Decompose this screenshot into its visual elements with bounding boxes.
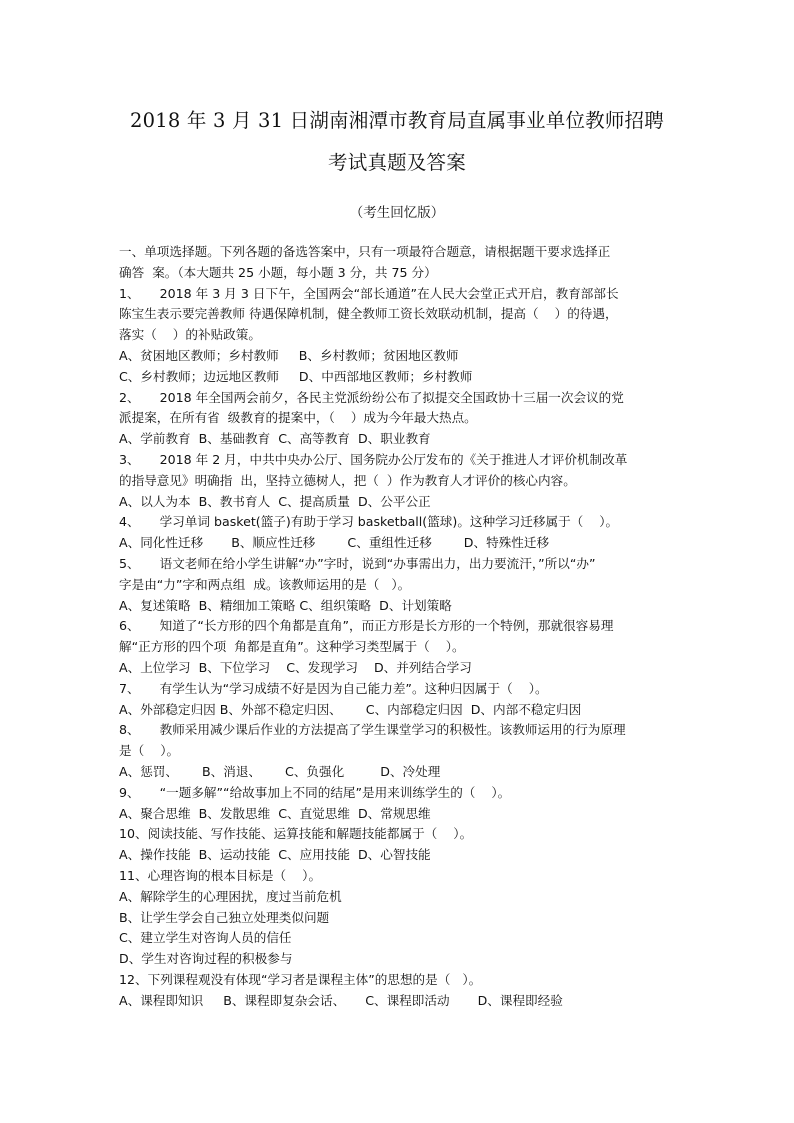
question-options-line: A、课程即知识 B、课程即复杂会话、 C、课程即活动 D、课程即经验 bbox=[119, 992, 563, 1008]
question-item bbox=[119, 866, 689, 970]
section-heading-line-2: 确答 案。（本大题共 25 小题，每小题 3 分，共 75 分） bbox=[119, 264, 437, 280]
question-options-line: A、聚合思维 B、发散思维 C、直觉思维 D、常规思维 bbox=[119, 805, 431, 821]
question-stem-line: 6、 知道了“长方形的四个角都是直角”，而正方形是长方形的一个特例，那就很容易理 bbox=[119, 618, 614, 634]
question-options-line: A、外部稳定归因 B、外部不稳定归因、 C、内部稳定归因 D、内部不稳定归因 bbox=[119, 701, 582, 717]
question-options-line: A、操作技能 B、运动技能 C、应用技能 D、心智技能 bbox=[119, 847, 431, 863]
document-subtitle: （考生回忆版） bbox=[349, 205, 445, 221]
section-heading-line-1: 一、单项选择题。下列各题的备选答案中，只有一项最符合题意，请根据题干要求选择正 bbox=[119, 244, 611, 259]
question-options-line: A、学前教育 B、基础教育 C、高等教育 D、职业教育 bbox=[119, 431, 431, 447]
question-options-line: C、乡村教师；边远地区教师 D、中西部地区教师；乡村教师 bbox=[119, 368, 473, 384]
question-options-line: C、建立学生对咨询人员的信任 bbox=[119, 930, 292, 946]
question-stem-line: 派提案，在所有省 级教育的提案中，（ ）成为今年最大热点。 bbox=[119, 410, 477, 426]
document-title-line-1: 2018 年 3 月 31 日湖南湘潭市教育局直属事业单位教师招聘 bbox=[130, 109, 664, 132]
question-stem-line: 3、 2018 年 2 月，中共中央办公厅、国务院办公厅发布的《关于推进人才评价机制改革 bbox=[119, 451, 628, 467]
question-item bbox=[119, 720, 689, 782]
question-item bbox=[119, 388, 689, 450]
question-stem-line: 是（ ）。 bbox=[119, 743, 180, 759]
question-stem-line: 落实（ ）的补贴政策。 bbox=[119, 327, 261, 343]
question-stem-line: 陈宝生表示要完善教师 待遇保障机制，健全教师工资长效联动机制，提高（ ）的待遇， bbox=[119, 306, 618, 322]
question-stem-line: 解“正方形的四个项 角都是直角”。这种学习类型属于（ ）。 bbox=[119, 639, 465, 655]
question-stem-line: 4、 学习单词 basket(篮子)有助于学习 basketball(篮球)。这种学习迁移属于（ ）。 bbox=[119, 514, 619, 530]
question-options-line: A、惩罚、 B、消退、 C、负强化 D、冷处理 bbox=[119, 763, 441, 779]
question-options-line: D、学生对咨询过程的积极参与 bbox=[119, 951, 293, 967]
question-options-line: A、贫困地区教师；乡村教师 B、乡村教师；贫困地区教师 bbox=[119, 347, 459, 363]
question-options-line: A、同化性迁移 B、顺应性迁移 C、重组性迁移 D、特殊性迁移 bbox=[119, 535, 550, 551]
question-list bbox=[119, 284, 689, 1012]
question-options-line: B、让学生学会自己独立处理类似问题 bbox=[119, 909, 330, 925]
question-item bbox=[119, 512, 689, 554]
question-stem-line: 2、 2018 年全国两会前夕，各民主党派纷纷公布了拟提交全国政协十三届一次会议的党 bbox=[119, 389, 624, 405]
question-item bbox=[119, 824, 689, 866]
question-item bbox=[119, 679, 689, 721]
question-options-line: A、以人为本 B、教书育人 C、提高质量 D、公平公正 bbox=[119, 493, 431, 509]
question-options-line: A、解除学生的心理困扰，度过当前危机 bbox=[119, 888, 342, 904]
question-stem-line: 的指导意见》明确指 出，坚持立德树人，把（ ）作为教育人才评价的核心内容。 bbox=[119, 472, 576, 488]
question-stem-line: 5、 语文老师在给小学生讲解“办”字时，说到“办事需出力，出力要流汗，”所以“办” bbox=[119, 555, 596, 571]
question-stem-line: 12、下列课程观没有体现“学习者是课程主体”的思想的是（ ）。 bbox=[119, 971, 482, 987]
question-item bbox=[119, 783, 689, 825]
question-stem-line: 字是由“力”字和两点组 成。该教师运用的是（ ）。 bbox=[119, 576, 411, 592]
question-item bbox=[119, 284, 689, 388]
exam-content bbox=[119, 242, 689, 1011]
question-options-line: A、上位学习 B、下位学习 C、发现学习 D、并列结合学习 bbox=[119, 659, 472, 675]
question-item bbox=[119, 616, 689, 678]
question-stem-line: 7、 有学生认为“学习成绩不好是因为自己能力差”。这种归因属于（ ）。 bbox=[119, 680, 548, 696]
question-item bbox=[119, 970, 689, 1012]
question-item bbox=[119, 450, 689, 512]
question-stem-line: 9、 “一题多解”“给故事加上不同的结尾”是用来训练学生的（ ）。 bbox=[119, 784, 511, 800]
question-stem-line: 10、阅读技能、写作技能、运算技能和解题技能都属于（ ）。 bbox=[119, 826, 473, 842]
document-title-line-2: 考试真题及答案 bbox=[328, 151, 466, 174]
question-options-line: A、复述策略 B、精细加工策略 C、组织策略 D、计划策略 bbox=[119, 597, 452, 613]
question-stem-line: 8、 教师采用减少课后作业的方法提高了学生课堂学习的积极性。该教师运用的行为原理 bbox=[119, 722, 626, 738]
question-stem-line: 1、 2018 年 3 月 3 日下午，全国两会“部长通道”在人民大会堂正式开启，教育部部长 bbox=[119, 285, 619, 301]
question-item bbox=[119, 554, 689, 616]
question-stem-line: 11、心理咨询的根本目标是（ ）。 bbox=[119, 867, 322, 883]
